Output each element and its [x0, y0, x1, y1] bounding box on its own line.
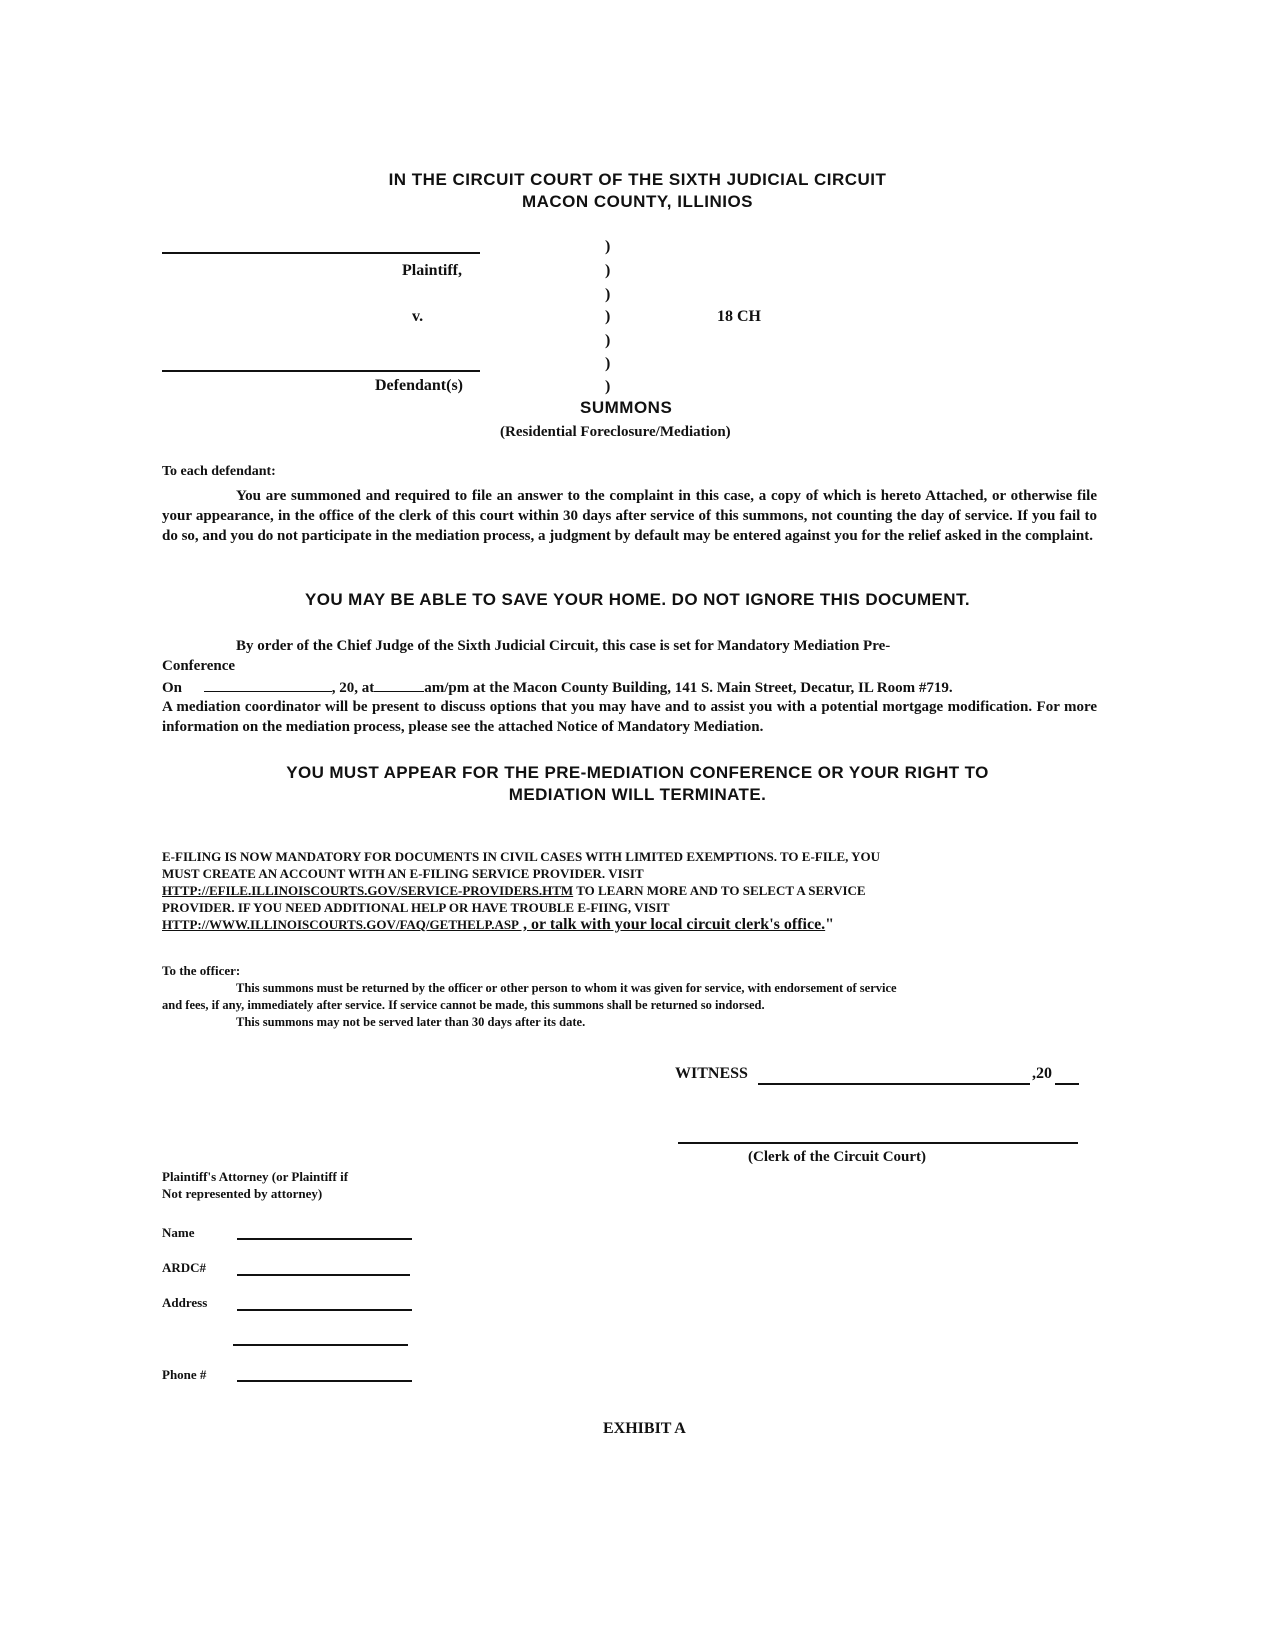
clerk-signature-line: [678, 1142, 1078, 1144]
county-line: MACON COUNTY, ILLINIOS: [521, 192, 754, 211]
summons-paragraph: You are summoned and required to file an answer to the complaint in this case, a copy of which is hereto Attached, or otherwise file your appearance, in the office of the clerk of this court within 30 days after service of this summons, not counting the day of service. If you fail to do so, and you do not participate in the mediation process, a judgment by default may be entered against you for the relief asked in the complaint.: [162, 488, 1097, 544]
efiling-line-1: E-FILING IS NOW MANDATORY FOR DOCUMENTS IN CIVIL CASES WITH LIMITED EXEMPTIONS. TO E-FILE, YOU: [162, 849, 881, 864]
efiling-line-4: PROVIDER. IF YOU NEED ADDITIONAL HELP OR HAVE TROUBLE E-FIING, VISIT: [162, 900, 670, 915]
caption-paren-6: ): [605, 355, 611, 372]
caption-paren-1: ): [605, 238, 611, 255]
order-line-3: [162, 677, 1102, 698]
efiling-link-help[interactable]: HTTP://WWW.ILLINOISCOURTS.GOV/FAQ/GETHELP.ASP: [162, 917, 519, 932]
attorney-address-field-2[interactable]: [233, 1344, 408, 1346]
court-heading: [0, 170, 1275, 212]
save-home-notice: YOU MAY BE ABLE TO SAVE YOUR HOME. DO NOT IGNORE THIS DOCUMENT.: [305, 590, 970, 609]
attorney-phone-label: Phone #: [162, 1367, 207, 1382]
order-on: On: [162, 680, 183, 696]
attorney-address-field[interactable]: [237, 1309, 412, 1311]
caption-paren-7: ): [605, 378, 611, 395]
must-appear-line-2: MEDIATION WILL TERMINATE.: [508, 785, 767, 804]
exhibit-label: EXHIBIT A: [603, 1420, 686, 1437]
versus-label: v.: [412, 308, 424, 325]
officer-line-2: and fees, if any, immediately after service. If service cannot be made, this summons shall be returned so indorsed.: [162, 998, 765, 1012]
efiling-line-5-rest: , or talk with your local circuit clerk's office.: [519, 916, 826, 933]
clerk-label: (Clerk of the Circuit Court): [748, 1149, 927, 1165]
summons-subtitle: (Residential Foreclosure/Mediation): [500, 424, 731, 440]
efiling-line-5: [162, 916, 1122, 933]
attorney-name-field[interactable]: [237, 1238, 412, 1240]
witness-label: WITNESS: [675, 1065, 748, 1082]
defendant-name-line: [162, 370, 480, 372]
date-blank: [204, 677, 332, 692]
efiling-notice: [162, 848, 1122, 933]
witness-date-line: [758, 1083, 1030, 1085]
caption-paren-5: ): [605, 332, 611, 349]
to-defendant: To each defendant:: [162, 464, 276, 479]
order-comma-20-at: , 20, at: [331, 680, 375, 696]
attorney-ardc-field[interactable]: [237, 1274, 410, 1276]
plaintiff-name-line: [162, 252, 480, 254]
officer-line-3: This summons may not be served later than 30 days after its date.: [236, 1015, 586, 1029]
witness-year-line: [1055, 1083, 1079, 1085]
attorney-address-label: Address: [162, 1295, 208, 1310]
must-appear-notice: [0, 762, 1275, 806]
attorney-ardc-label: ARDC#: [162, 1260, 207, 1275]
case-number: 18 CH: [717, 308, 761, 325]
court-line: IN THE CIRCUIT COURT OF THE SIXTH JUDICIAL CIRCUIT: [388, 170, 887, 189]
plaintiff-label: Plaintiff,: [402, 262, 462, 279]
witness-year: ,20: [1032, 1065, 1052, 1082]
caption-paren-4: ): [605, 308, 611, 325]
time-blank: [374, 677, 424, 692]
efiling-closing-quote: ": [825, 916, 835, 933]
order-location: am/pm at the Macon County Building, 141 S. Main Street, Decatur, IL Room #719.: [424, 680, 953, 696]
officer-heading: To the officer:: [162, 963, 241, 978]
attorney-heading: [162, 1168, 348, 1202]
efiling-line-2: MUST CREATE AN ACCOUNT WITH AN E-FILING SERVICE PROVIDER. VISIT: [162, 866, 644, 881]
efiling-line-3: [162, 882, 1122, 899]
must-appear-line-1: YOU MUST APPEAR FOR THE PRE-MEDIATION CONFERENCE OR YOUR RIGHT TO: [286, 763, 989, 782]
attorney-heading-line-2: Not represented by attorney): [162, 1186, 323, 1201]
attorney-phone-field[interactable]: [237, 1380, 412, 1382]
defendant-label: Defendant(s): [375, 377, 463, 394]
order-rest: A mediation coordinator will be present to discuss options that you may have and to assist you with a potential mortgage modification. For more information on the mediation process, please see the attached Notice of Mandatory Mediation.: [162, 699, 1097, 735]
order-line-1: By order of the Chief Judge of the Sixth Judicial Circuit, this case is set for Mandatory Mediation Pre-: [236, 638, 891, 654]
caption-paren-3: ): [605, 286, 611, 303]
attorney-name-label: Name: [162, 1225, 195, 1240]
summons-title: SUMMONS: [580, 398, 673, 417]
efiling-line-3-rest: TO LEARN MORE AND TO SELECT A SERVICE: [573, 883, 866, 898]
officer-line-1: This summons must be returned by the officer or other person to whom it was given for service, with endorsement of service: [236, 981, 897, 995]
efiling-link-providers[interactable]: HTTP://EFILE.ILLINOISCOURTS.GOV/SERVICE-PROVIDERS.HTM: [162, 883, 574, 898]
order-line-2: Conference: [162, 658, 236, 674]
caption-paren-2: ): [605, 262, 611, 279]
attorney-heading-line-1: Plaintiff's Attorney (or Plaintiff if: [162, 1169, 349, 1184]
